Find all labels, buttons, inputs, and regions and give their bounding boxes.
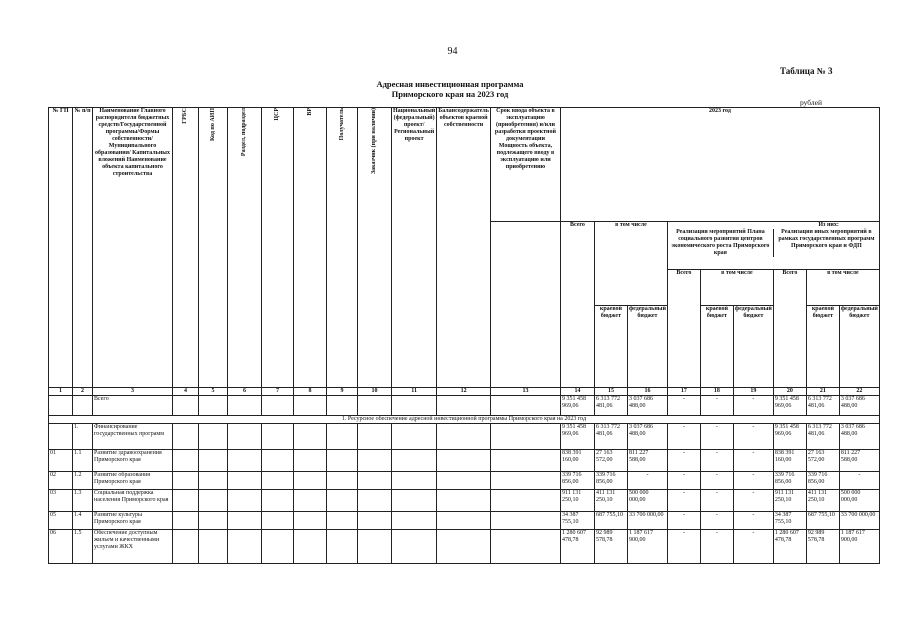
row-v16: 1 187 617 900,00	[627, 530, 667, 564]
column-number: 1	[49, 388, 73, 396]
total-label: Всего	[93, 396, 173, 416]
header-plan-total: Всего	[667, 270, 700, 388]
header-deadline-blank	[490, 222, 560, 388]
column-number: 18	[700, 388, 733, 396]
column-number: 2	[73, 388, 93, 396]
row-name: Социальная поддержка населения Приморского края	[93, 490, 173, 512]
row-v18: -	[700, 450, 733, 472]
row-pp: 1.2	[73, 472, 93, 490]
row-v16: -	[627, 472, 667, 490]
header-total: Всего	[560, 222, 594, 388]
header-recipient: Получатель	[327, 108, 358, 388]
row-pp: 1.1	[73, 450, 93, 472]
row-v19: -	[733, 490, 773, 512]
header-federal-16: федеральный бюджет	[627, 306, 667, 388]
row-v19: -	[733, 472, 773, 490]
header-other-incl: в том числе	[806, 270, 879, 306]
header-vr: ВР	[294, 108, 327, 388]
total-v14: 9 351 458 969,06	[560, 396, 594, 416]
row-name: Развитие культуры Приморского края	[93, 512, 173, 530]
header-year: 2023 год	[560, 108, 879, 222]
row-v21: 687 755,10	[806, 512, 839, 530]
column-numbers-row	[49, 388, 880, 396]
row-v22: 811 227 588,00	[839, 450, 879, 472]
row-v18: -	[700, 530, 733, 564]
column-number: 8	[294, 388, 327, 396]
row-gp	[49, 424, 73, 450]
header-federal-22: федеральный бюджет	[839, 306, 879, 388]
row-v19: -	[733, 450, 773, 472]
row-v14: 34 387 755,10	[560, 512, 594, 530]
row-v18: -	[700, 424, 733, 450]
header-other-total: Всего	[773, 270, 806, 388]
row-v22: 3 037 686 488,00	[839, 424, 879, 450]
header-plan-social: Реализация мероприятий Плана социального развития центров экономического роста Приморского края	[671, 229, 770, 256]
units-label: рублей	[800, 98, 823, 107]
header-balance-holder: Балансодержатель объектов краевой собственности	[437, 108, 491, 388]
row-name: Обеспечение доступным жильем и качественными услугами ЖКХ	[93, 530, 173, 564]
row-gp: 05	[49, 512, 73, 530]
row-v21: 92 989 578,78	[806, 530, 839, 564]
table-row	[49, 450, 880, 472]
row-v21: 339 716 856,00	[806, 472, 839, 490]
header-name: Наименование Главного распорядителя бюджетных средств/Государственной программы/Формы собственности/Муниципального образования/ Капитальных вложений Наименование объекта капитального строительства	[93, 108, 173, 388]
table-label: Таблица № 3	[780, 66, 833, 76]
column-number: 6	[228, 388, 262, 396]
row-v22: 1 187 617 900,00	[839, 530, 879, 564]
total-v20: 9 351 458 969,06	[773, 396, 806, 416]
header-aip-code: Код по АИП	[199, 108, 228, 388]
row-gp: 03	[49, 490, 73, 512]
row-v14: 1 280 607 478,78	[560, 530, 594, 564]
total-v19: -	[733, 396, 773, 416]
row-v18: -	[700, 512, 733, 530]
row-v17: -	[667, 472, 700, 490]
total-v22: 3 037 686 488,00	[839, 396, 879, 416]
column-number: 17	[667, 388, 700, 396]
row-gp: 06	[49, 530, 73, 564]
row-v16: 3 037 686 488,00	[627, 424, 667, 450]
header-grbs: ГРБС	[173, 108, 199, 388]
row-name: Развитие образования Приморского края	[93, 472, 173, 490]
row-v18: -	[700, 472, 733, 490]
row-pp: 1.5	[73, 530, 93, 564]
column-number: 9	[327, 388, 358, 396]
title-line-1: Адресная инвестиционная программа	[376, 79, 524, 89]
investment-table	[48, 107, 880, 564]
row-v20: 1 280 607 478,78	[773, 530, 806, 564]
column-number: 14	[560, 388, 594, 396]
column-number: 3	[93, 388, 173, 396]
row-v15: 27 163 572,00	[594, 450, 627, 472]
table-row	[49, 472, 880, 490]
row-v17: -	[667, 512, 700, 530]
header-of-them-label: Из них:	[818, 222, 839, 228]
row-v14: 838 391 160,00	[560, 450, 594, 472]
row-pp: 1.4	[73, 512, 93, 530]
header-regional-18: краевой бюджет	[700, 306, 733, 388]
header-customer: Заказчик (при наличии)	[358, 108, 392, 388]
column-number: 15	[594, 388, 627, 396]
column-number: 5	[199, 388, 228, 396]
row-v20: 838 391 160,00	[773, 450, 806, 472]
table-row	[49, 424, 880, 450]
row-v16: 811 227 588,00	[627, 450, 667, 472]
total-v16: 3 037 686 488,00	[627, 396, 667, 416]
header-federal-19: федеральный бюджет	[733, 306, 773, 388]
header-of-them	[667, 222, 879, 270]
total-v17: -	[667, 396, 700, 416]
row-v18: -	[700, 490, 733, 512]
header-csr: ЦСР	[262, 108, 294, 388]
row-v14: 911 131 250,10	[560, 490, 594, 512]
row-v15: 6 313 772 481,06	[594, 424, 627, 450]
row-v14: 9 351 458 969,06	[560, 424, 594, 450]
row-v17: -	[667, 490, 700, 512]
total-v15: 6 313 772 481,06	[594, 396, 627, 416]
title-line-2: Приморского края на 2023 год	[391, 89, 509, 99]
header-national-project: Национальный (федеральный) проект/ Региональный проект	[392, 108, 437, 388]
row-v17: -	[667, 530, 700, 564]
column-number: 22	[839, 388, 879, 396]
page-number: 94	[447, 46, 458, 57]
row-v21: 27 163 572,00	[806, 450, 839, 472]
row-v19: -	[733, 424, 773, 450]
row-v22: -	[839, 472, 879, 490]
total-row	[49, 396, 880, 416]
row-v19: -	[733, 512, 773, 530]
total-v18: -	[700, 396, 733, 416]
row-v15: 411 131 250,10	[594, 490, 627, 512]
header-incl: в том числе	[594, 222, 667, 306]
column-number: 16	[627, 388, 667, 396]
row-v17: -	[667, 450, 700, 472]
section-title: 1. Ресурсное обеспечение адресной инвестиционной программы Приморского края на 2023 год	[49, 416, 880, 424]
column-number: 13	[490, 388, 560, 396]
row-gp: 02	[49, 472, 73, 490]
table-row	[49, 530, 880, 564]
table-row	[49, 490, 880, 512]
row-pp: 1.3	[73, 490, 93, 512]
column-number: 11	[392, 388, 437, 396]
row-pp: 1.	[73, 424, 93, 450]
row-v20: 911 131 250,10	[773, 490, 806, 512]
row-v17: -	[667, 424, 700, 450]
row-v20: 34 387 755,10	[773, 512, 806, 530]
row-v22: 500 000 000,00	[839, 490, 879, 512]
header-razdel: Раздел, подраздел	[228, 108, 262, 388]
total-v21: 6 313 772 481,06	[806, 396, 839, 416]
row-v14: 339 716 856,00	[560, 472, 594, 490]
row-name: Финансирование государственных программ	[93, 424, 173, 450]
row-v20: 9 351 458 969,06	[773, 424, 806, 450]
column-number: 19	[733, 388, 773, 396]
row-name: Развитие здравоохранения Приморского края	[93, 450, 173, 472]
column-number: 21	[806, 388, 839, 396]
row-gp: 01	[49, 450, 73, 472]
document-title	[300, 79, 600, 99]
header-deadline: Срок ввода объекта в эксплуатацию (приобретения) и/или разработки проектной документации Мощность объекта, подлежащего вводу в эксплуатацию или приобретению	[490, 108, 560, 222]
column-number: 10	[358, 388, 392, 396]
header-other-measures: Реализация иных мероприятий в рамках государственных программ Приморского края и ФДП	[773, 229, 879, 257]
section-row	[49, 416, 880, 424]
column-number: 12	[437, 388, 491, 396]
row-v16: 500 000 000,00	[627, 490, 667, 512]
table-row	[49, 512, 880, 530]
header-pp: № п/п	[73, 108, 93, 388]
header-gp: № ГП	[49, 108, 73, 388]
row-v15: 92 989 578,78	[594, 530, 627, 564]
row-v21: 6 313 772 481,06	[806, 424, 839, 450]
row-v16: 33 700 000,00	[627, 512, 667, 530]
header-plan-incl: в том числе	[700, 270, 773, 306]
column-number: 7	[262, 388, 294, 396]
row-v15: 339 716 856,00	[594, 472, 627, 490]
row-v20: 339 716 856,00	[773, 472, 806, 490]
row-v15: 687 755,10	[594, 512, 627, 530]
column-number: 4	[173, 388, 199, 396]
header-regional-21: краевой бюджет	[806, 306, 839, 388]
column-number: 20	[773, 388, 806, 396]
row-v21: 411 131 250,10	[806, 490, 839, 512]
row-v22: 33 700 000,00	[839, 512, 879, 530]
row-v19: -	[733, 530, 773, 564]
header-regional-15: краевой бюджет	[594, 306, 627, 388]
